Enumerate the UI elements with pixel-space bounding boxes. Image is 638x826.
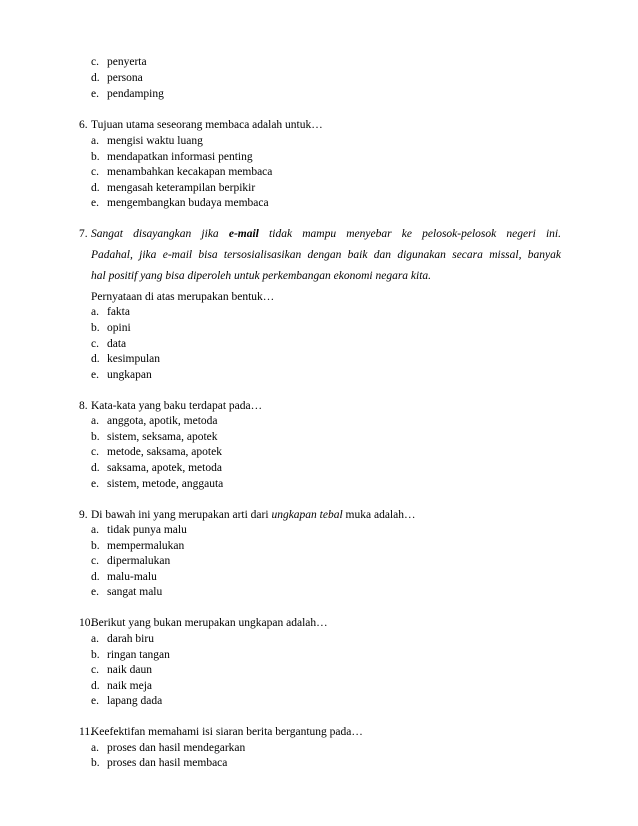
option-text: lapang dada bbox=[107, 695, 163, 707]
option-letter: d. bbox=[91, 182, 100, 194]
option-text: mengembangkan budaya membaca bbox=[107, 197, 269, 209]
option-letter: c. bbox=[91, 166, 99, 178]
question-text: Keefektifan memahami isi siaran berita bergantung pada… bbox=[91, 726, 363, 738]
question-number: 9. bbox=[79, 509, 88, 521]
option-text: saksama, apotek, metoda bbox=[107, 462, 222, 474]
passage-line: Padahal, jika e-mail bisa tersosialisasikan dengan baik dan digunakan secara missal, banyak bbox=[91, 249, 561, 261]
question-7-passage bbox=[91, 224, 561, 287]
question-number: 8. bbox=[79, 400, 88, 412]
option-text: mempermalukan bbox=[107, 540, 185, 552]
option-letter: d. bbox=[91, 571, 100, 583]
option-text: sistem, seksama, apotek bbox=[107, 431, 218, 443]
option-text: proses dan hasil membaca bbox=[107, 757, 228, 769]
question-text: Kata-kata yang baku terdapat pada… bbox=[91, 400, 263, 412]
email-emphasis: e-mail bbox=[228, 228, 259, 240]
question-text: Tujuan utama seseorang membaca adalah untuk… bbox=[91, 119, 323, 131]
option-letter: e. bbox=[91, 369, 99, 381]
option-letter: b. bbox=[91, 151, 100, 163]
option-text: tidak punya malu bbox=[107, 524, 187, 536]
option-text: sangat malu bbox=[107, 586, 163, 598]
idiom-emphasis: ungkapan tebal bbox=[271, 509, 343, 521]
option-letter: d. bbox=[91, 462, 100, 474]
option-text: malu-malu bbox=[107, 571, 157, 583]
option-letter: c. bbox=[91, 56, 99, 68]
option-text: metode, saksama, apotek bbox=[107, 446, 222, 458]
option-text: mengisi waktu luang bbox=[107, 135, 203, 147]
option-text: data bbox=[107, 338, 127, 350]
option-text: pendamping bbox=[107, 88, 164, 100]
option-text: fakta bbox=[107, 306, 130, 318]
option-letter: b. bbox=[91, 649, 100, 661]
option-text: mengasah keterampilan berpikir bbox=[107, 182, 256, 194]
option-letter: a. bbox=[91, 135, 99, 147]
option-letter: a. bbox=[91, 742, 99, 754]
option-letter: a. bbox=[91, 415, 99, 427]
option-text: opini bbox=[107, 322, 131, 334]
option-text: proses dan hasil mendegarkan bbox=[107, 742, 246, 754]
option-text: kesimpulan bbox=[107, 353, 161, 365]
option-text: sistem, metode, anggauta bbox=[107, 478, 224, 490]
option-text: persona bbox=[107, 72, 143, 84]
option-letter: a. bbox=[91, 524, 99, 536]
option-text: ungkapan bbox=[107, 369, 152, 381]
option-letter: b. bbox=[91, 540, 100, 552]
option-text: darah biru bbox=[107, 633, 154, 645]
option-letter: d. bbox=[91, 353, 100, 365]
option-letter: a. bbox=[91, 306, 99, 318]
option-letter: a. bbox=[91, 633, 99, 645]
option-text: anggota, apotik, metoda bbox=[107, 415, 218, 427]
option-text: mendapatkan informasi penting bbox=[107, 151, 253, 163]
option-letter: e. bbox=[91, 197, 99, 209]
option-text: ringan tangan bbox=[107, 649, 170, 661]
option-letter: d. bbox=[91, 680, 100, 692]
option-letter: c. bbox=[91, 446, 99, 458]
question-text: Berikut yang bukan merupakan ungkapan adalah… bbox=[91, 617, 328, 629]
option-text: penyerta bbox=[107, 56, 147, 68]
option-letter: c. bbox=[91, 338, 99, 350]
option-letter: e. bbox=[91, 695, 99, 707]
option-letter: b. bbox=[91, 757, 100, 769]
option-text: dipermalukan bbox=[107, 555, 171, 567]
passage-line: Sangat disayangkan jika e-mail tidak mampu menyebar ke pelosok-pelosok negeri ini. bbox=[91, 228, 561, 240]
question-number: 10. bbox=[79, 617, 94, 629]
question-number: 7. bbox=[79, 228, 88, 240]
question-text: Di bawah ini yang merupakan arti dari ungkapan tebal muka adalah… bbox=[91, 509, 416, 521]
option-text: naik daun bbox=[107, 664, 153, 676]
option-letter: e. bbox=[91, 586, 99, 598]
option-text: naik meja bbox=[107, 680, 153, 692]
question-text: Pernyataan di atas merupakan bentuk… bbox=[91, 291, 275, 303]
option-text: menambahkan kecakapan membaca bbox=[107, 166, 273, 178]
question-number: 6. bbox=[79, 119, 88, 131]
question-number: 11. bbox=[79, 726, 93, 738]
option-letter: e. bbox=[91, 478, 99, 490]
option-letter: d. bbox=[91, 72, 100, 84]
option-letter: b. bbox=[91, 322, 100, 334]
option-letter: b. bbox=[91, 431, 100, 443]
option-letter: c. bbox=[91, 555, 99, 567]
passage-line: hal positif yang bisa diperoleh untuk perkembangan ekonomi negara kita. bbox=[91, 270, 432, 282]
option-letter: c. bbox=[91, 664, 99, 676]
option-letter: e. bbox=[91, 88, 99, 100]
